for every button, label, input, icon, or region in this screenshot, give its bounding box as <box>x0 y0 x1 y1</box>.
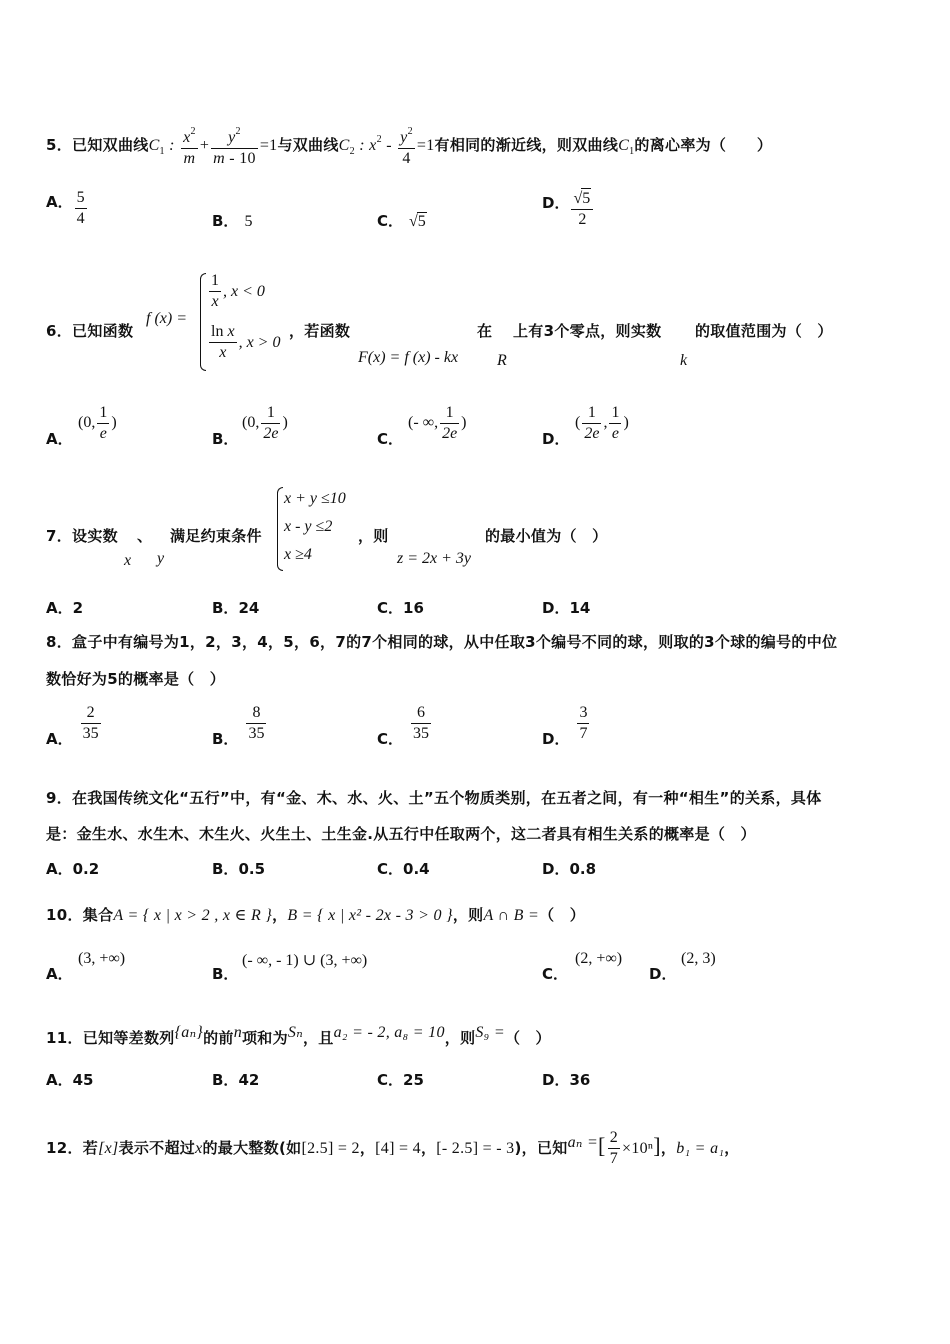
question-5: 5．已知双曲线$C_1$ : $\frac{x^2}{m}$ + $\frac{y^2}{m - 10}$ =1与双曲线$C_2$ : $x^2$ - $\frac{y^2}{4}$ =1有相同的渐近线，则双曲线$C_1$的离心率为（ ） <box>46 122 772 169</box>
q6-option-c[interactable]: C． <box>377 430 404 448</box>
question-9-line-1: 9．在我国传统文化“五行”中，有“金、木、水、火、土”五个物质类别，在五者之间，有一种“相生”的关系，具体 <box>46 789 822 807</box>
q8-option-c[interactable]: C． $\frac{6}{35}$ <box>377 704 430 748</box>
question-8-line-1: 8．盒子中有编号为1，2，3，4，5，6，7的7个相同的球，从中任取3个编号不同的球，则取的3个球的编号的中位 <box>46 633 838 651</box>
q6-option-d[interactable]: D． <box>542 430 570 448</box>
q7-constraints: x + y ≤10 x - y ≤2 x ≥4 <box>284 490 346 563</box>
q9-option-b[interactable]: B．0.5 <box>212 860 266 878</box>
q6-case-2: $\frac{\text{ln x}}{x}$ , x > 0 <box>211 323 281 361</box>
q7-option-b[interactable]: B．24 <box>212 599 260 617</box>
set-b: B = { x | x² - 2x - 3 > 0 } <box>287 907 453 924</box>
q11-option-b[interactable]: B．42 <box>212 1071 260 1089</box>
q10-option-a[interactable]: A． <box>46 965 73 983</box>
question-6: 6．已知函数 <box>46 322 134 340</box>
q5-option-d[interactable]: D． $\frac{√5}{2}$ <box>542 188 595 230</box>
q7-objective: z = 2x + 3y <box>397 550 472 567</box>
question-9-line-2: 是：金生水、水生木、木生火、火生土、土生金.从五行中任取两个，这二者具有相生关系的概率是（ ） <box>46 825 756 843</box>
q6-case-1: $\frac{1}{x}$ , x < 0 <box>211 272 265 310</box>
q7-constraint-brace <box>277 487 283 571</box>
q5-option-b[interactable]: B． 5 <box>212 212 253 230</box>
q7-option-c[interactable]: C．16 <box>377 599 424 617</box>
exam-page: 5．已知双曲线$C_1$ : $\frac{x^2}{m}$ + $\frac{y^2}{m - 10}$ =1与双曲线$C_2$ : $x^2$ - $\frac{y^2}{4}$ =1有相同的渐近线，则双曲线$C_1$的离心率为（ ） A． $\frac{5}{4}$ B． 5 C． √5 D． $\frac{√5}{2}$ f (x) = $\frac{1}{x}$ , x < 0 $\frac{\text{ln x}}{x}$ , x > 0 6．已知函数 ，若函数 在 上有3个零点，则实数 的取值范围为（ ） F(x) = f (x) - kx R k A． (0, $\frac{1}{e}$ ) B． (0, $\frac{1}{2e}$ ) C． (- ∞, $\frac{1}{2e}$ ) D． ( $\frac{1}{2e}$ , $\frac{1}{e}$ ) 7．设实数 、 满足约束条件 x + y ≤10 x - y ≤2 x ≥4 ，则 的最小值为（ ） x y z = 2x + 3y A．2 B．24 C．16 D．14 8．盒子中有编号为1，2，3，4，5，6，7的7个相同的球，从中任取3个编号不同的球，则取的3个球的编号的中位 数恰好为5的概率是（ ） A． $\frac{2}{35}$ B． $\frac{8}{35}$ C． $\frac{6}{35}$ D． $\frac{3}{7}$ 9．在我国传统文化“五行”中，有“金、木、水、火、土”五个物质类别，在五者之间，有一种“相生”的关系，具体 是：金生水、水生木、木生火、火生土、土生金.从五行中任取两个，这二者具有相生关系的概率是（ ） A．0.2 B．0.5 C．0.4 D．0.8 10．集合A = { x | x > 2 , x ∈ R }，B = { x | x² - 2x - 3 > 0 }，则A ∩ B =（ ） A． (3, +∞) B． (- ∞, - 1) ∪ (3, +∞) C． (2, +∞) D． (2, 3) 11．已知等差数列{aₙ}的前n项和为Sₙ，且a₂ = - 2, a₈ = 10，则S₉ =（ ） A．45 B．42 C．25 D．36 12．若[x]表示不超过x的最大整数(如[2.5] = 2，[4] = 4，[- 2.5] = - 3)，已知aₙ =[ $\frac{2}{7}$ ×10ⁿ]，b₁ = a₁， <box>0 0 950 1344</box>
question-10: 10．集合A = { x | x > 2 , x ∈ R }，B = { x | x² - 2x - 3 > 0 }，则A ∩ B =（ ） <box>46 906 586 924</box>
q10-option-c[interactable]: C． <box>542 965 569 983</box>
q6-piecewise-brace <box>200 273 206 371</box>
q9-option-d[interactable]: D．0.8 <box>542 860 597 878</box>
q8-option-d[interactable]: D． $\frac{3}{7}$ <box>542 704 588 748</box>
q8-option-b[interactable]: B． $\frac{8}{35}$ <box>212 704 265 748</box>
q5-option-a[interactable]: A． $\frac{5}{4}$ <box>46 189 85 227</box>
q10-option-b[interactable]: B． <box>212 965 239 983</box>
q6-option-a[interactable]: A． <box>46 430 73 448</box>
question-12: 12．若[x]表示不超过x的最大整数(如[2.5] = 2，[4] = 4，[- 2.5] = - 3)，已知aₙ =[ $\frac{2}{7}$ ×10ⁿ]，b₁ = a₁， <box>46 1129 740 1167</box>
q11-option-a[interactable]: A．45 <box>46 1071 94 1089</box>
q8-option-a[interactable]: A． $\frac{2}{35}$ <box>46 704 99 748</box>
q6-fx: f (x) = <box>146 310 187 327</box>
q6-R: R <box>497 352 507 369</box>
q11-option-d[interactable]: D．36 <box>542 1071 591 1089</box>
hyperbola-c2: $C_2$ : $x^2$ - <box>338 134 392 157</box>
hyperbola-c1: $C_1$ : <box>148 137 180 157</box>
q6-Fx: F(x) = f (x) - kx <box>358 349 459 366</box>
q7-option-a[interactable]: A．2 <box>46 599 84 617</box>
question-7: 7．设实数 <box>46 527 118 545</box>
q6-k: k <box>680 352 688 369</box>
q11-option-c[interactable]: C．25 <box>377 1071 424 1089</box>
q7-option-d[interactable]: D．14 <box>542 599 591 617</box>
question-11: 11．已知等差数列{aₙ}的前n项和为Sₙ，且a₂ = - 2, a₈ = 10，则S₉ =（ ） <box>46 1024 551 1047</box>
q10-option-d[interactable]: D． <box>649 965 677 983</box>
question-8-line-2: 数恰好为5的概率是（ ） <box>46 670 226 688</box>
q9-option-a[interactable]: A．0.2 <box>46 860 100 878</box>
q5-option-c[interactable]: C． √5 <box>377 212 426 230</box>
q9-option-c[interactable]: C．0.4 <box>377 860 430 878</box>
q6-option-b[interactable]: B． <box>212 430 239 448</box>
set-a: A = { x | x > 2 , x ∈ R } <box>113 907 273 924</box>
